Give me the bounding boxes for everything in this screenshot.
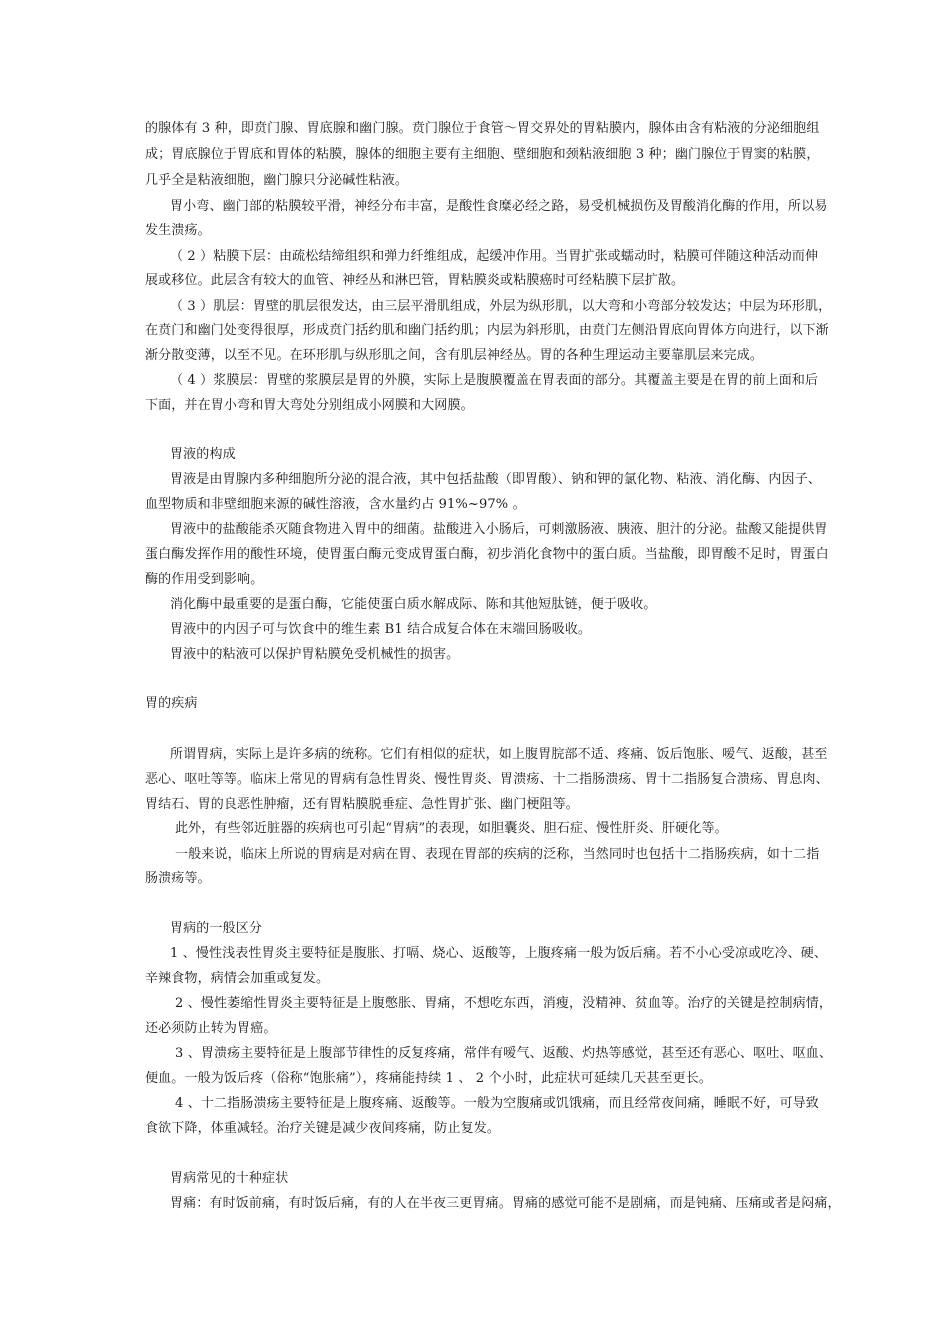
section-heading-general-classification: 胃病的一般区分	[170, 921, 263, 936]
text-line: 在贲门和幽门处变得很厚，形成贲门括约肌和幽门括约肌；内层为斜形肌，由贲门左侧沿胃底向胃体方向进行，以下渐	[145, 323, 829, 338]
section-heading-ten-symptoms: 胃病常见的十种症状	[170, 1171, 289, 1186]
text-line: 肠溃疡等。	[145, 871, 211, 886]
text-line: 胃小弯、幽门部的粘膜较平滑，神经分布丰富，是酸性食糜必经之路，易受机械损伤及胃酸消化酶的作用，所以易	[170, 199, 828, 214]
text-line: 胃痛：有时饭前痛，有时饭后痛，有的人在半夜三更胃痛。胃痛的感觉可能不是剧痛，而是钝痛、压痛或者是闷痛，	[170, 1196, 841, 1211]
text-line: 胃液中的内因子可与饮食中的维生素 B1 结合成复合体在末端回肠吸收。	[170, 622, 592, 637]
text-line: 胃液中的盐酸能杀灭随食物进入胃中的细菌。盐酸进入小肠后，可刺激肠液、胰液、胆汁的分泌。盐酸又能提供胃	[170, 522, 828, 537]
text-line: 展或移位。此层含有较大的血管、神经丛和淋巴管，胃粘膜炎或粘膜癌时可经粘膜下层扩散。	[145, 273, 685, 288]
text-line: 渐分散变薄，以至不见。在环形肌与纵形肌之间，含有肌层神经丛。胃的各种生理运动主要靠肌层来完成。	[145, 348, 764, 363]
text-line: 还必须防止转为胃癌。	[145, 1021, 277, 1036]
text-line: 成；胃底腺位于胃底和胃体的粘膜，腺体的细胞主要有主细胞、壁细胞和颈粘液细胞 3 种；幽门腺位于胃窦的粘膜，	[145, 147, 820, 162]
text-line: 一般来说，临床上所说的胃病是对病在胃、表现在胃部的疾病的泛称，当然同时也包括十二指肠疾病，如十二指	[175, 847, 820, 862]
section-heading-gastric-juice: 胃液的构成	[170, 447, 236, 462]
text-line: 食欲下降，体重减轻。治疗关键是减少夜间疼痛，防止复发。	[145, 1121, 501, 1136]
text-line: 血型物质和非壁细胞来源的碱性溶液，含水量约占 91%~97% 。	[145, 497, 526, 512]
text-line: 胃结石、胃的良恶性肿瘤，还有胃粘膜脱垂症、急性胃扩张、幽门梗阻等。	[145, 797, 579, 812]
text-line: 消化酶中最重要的是蛋白酶，它能使蛋白质水解成际、陈和其他短肽链，便于吸收。	[170, 597, 657, 612]
text-line: （ 3 ）肌层：胃壁的肌层很发达，由三层平滑肌组成，外层为纵形肌，以大弯和小弯部分较发达；中层为环形肌，	[170, 299, 832, 314]
text-line: 3 、胃溃疡主要特征是上腹部节律性的反复疼痛，常伴有嗳气、返酸、灼热等感觉，甚至还有恶心、呕吐、呕血、	[175, 1046, 833, 1061]
text-line: 2 、慢性萎缩性胃炎主要特征是上腹憋胀、胃痛，不想吃东西，消瘦，没精神、贫血等。治疗的关键是控制病情，	[175, 996, 833, 1011]
text-line: 1 、慢性浅表性胃炎主要特征是腹胀、打嗝、烧心、返酸等，上腹疼痛一般为饭后痛。若不小心受凉或吃冷、硬、	[170, 946, 828, 961]
text-line: 几乎全是粘液细胞，幽门腺只分泌碱性粘液。	[145, 173, 409, 188]
text-line: 辛辣食物，病情会加重或复发。	[145, 971, 330, 986]
text-line: 此外，有些邻近脏器的疾病也可引起“胃病”的表现，如胆囊炎、胆石症、慢性肝炎、肝硬化等。	[175, 821, 728, 836]
text-line: （ 2 ）粘膜下层：由疏松结缔组织和弹力纤维组成，起缓冲作用。当胃扩张或蠕动时，粘膜可伴随这种活动而伸	[170, 249, 819, 264]
text-line: 胃液中的粘液可以保护胃粘膜免受机械性的损害。	[170, 647, 460, 662]
text-line: 酶的作用受到影响。	[145, 572, 264, 587]
text-line: 恶心、呕吐等等。临床上常见的胃病有急性胃炎、慢性胃炎、胃溃疡、十二指肠溃疡、胃十二指肠复合溃疡、胃息肉、	[145, 772, 829, 787]
text-line: 发生溃疡。	[145, 223, 211, 238]
text-line: 便血。一般为饭后疼（俗称“饱胀痛”），疼痛能持续 1 、 2 个小时，此症状可延续几天甚至更长。	[145, 1071, 713, 1086]
text-line: （ 4 ）浆膜层：胃壁的浆膜层是胃的外膜，实际上是腹膜覆盖在胃表面的部分。其覆盖主要是在胃的前上面和后	[170, 373, 819, 388]
text-line: 胃液是由胃腺内多种细胞所分泌的混合液，其中包括盐酸（即胃酸）、钠和钾的氯化物、粘液、消化酶、内因子、	[170, 472, 822, 487]
section-heading-stomach-diseases: 胃的疾病	[145, 696, 198, 711]
text-line: 的腺体有 3 种，即贲门腺、胃底腺和幽门腺。贲门腺位于食管～胃交界处的胃粘膜内，腺体由含有粘液的分泌细胞组	[145, 121, 820, 136]
text-line: 下面，并在胃小弯和胃大弯处分别组成小网膜和大网膜。	[145, 398, 474, 413]
text-line: 4 、十二指肠溃疡主要特征是上腹疼痛、返酸等。一般为空腹痛或饥饿痛，而且经常夜间痛，睡眠不好，可导致	[175, 1096, 819, 1111]
text-line: 蛋白酶发挥作用的酸性环境，使胃蛋白酶元变成胃蛋白酶，初步消化食物中的蛋白质。当盐酸，即胃酸不足时，胃蛋白	[145, 547, 829, 562]
text-line: 所谓胃病，实际上是许多病的统称。它们有相似的症状，如上腹胃脘部不适、疼痛、饭后饱胀、嗳气、返酸，甚至	[170, 747, 828, 762]
